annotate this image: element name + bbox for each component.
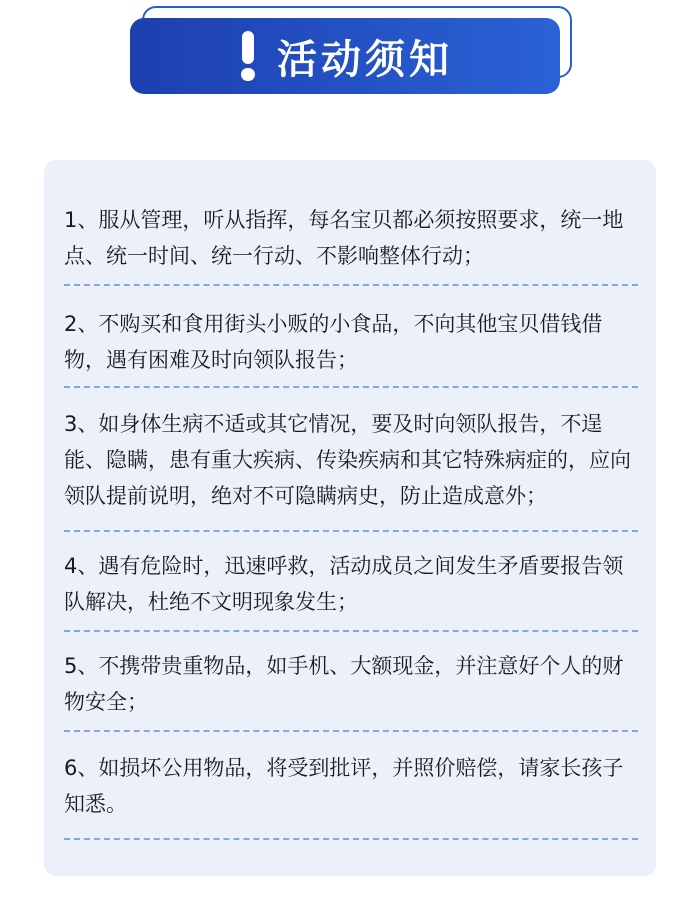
rule-divider: [64, 530, 638, 532]
rule-item-4: 4、遇有危险时，迅速呼救，活动成员之间发生矛盾要报告领队解决，杜绝不文明现象发生；: [64, 554, 624, 614]
rule-item-2: 2、不购买和食用街头小贩的小食品，不向其他宝贝借钱借物，遇有困难及时向领队报告；: [64, 312, 603, 372]
rules-card: [44, 160, 656, 876]
rule-divider: [64, 386, 638, 388]
rule-divider: [64, 630, 638, 632]
rule-item-5: 5、不携带贵重物品，如手机、大额现金，并注意好个人的财物安全；: [64, 654, 624, 714]
rule-item-3: 3、如身体生病不适或其它情况，要及时向领队报告，不逞能、隐瞒，患有重大疾病、传染疾病和其它特殊病症的，应向领队提前说明，绝对不可隐瞒病史，防止造成意外；: [64, 412, 631, 508]
rule-item-6: 6、如损坏公用物品，将受到批评，并照价赔偿，请家长孩子知悉。: [64, 756, 624, 816]
page-title: 活动须知: [277, 36, 453, 83]
banner-body: [130, 18, 560, 94]
exclamation-icon: [237, 31, 259, 81]
title-banner: [130, 6, 572, 94]
rule-divider: [64, 284, 638, 286]
rule-divider: [64, 838, 638, 840]
rule-divider: [64, 730, 638, 732]
rule-item-1: 1、服从管理，听从指挥，每名宝贝都必须按照要求，统一地点、统一时间、统一行动、不影响整体行动；: [64, 208, 624, 268]
